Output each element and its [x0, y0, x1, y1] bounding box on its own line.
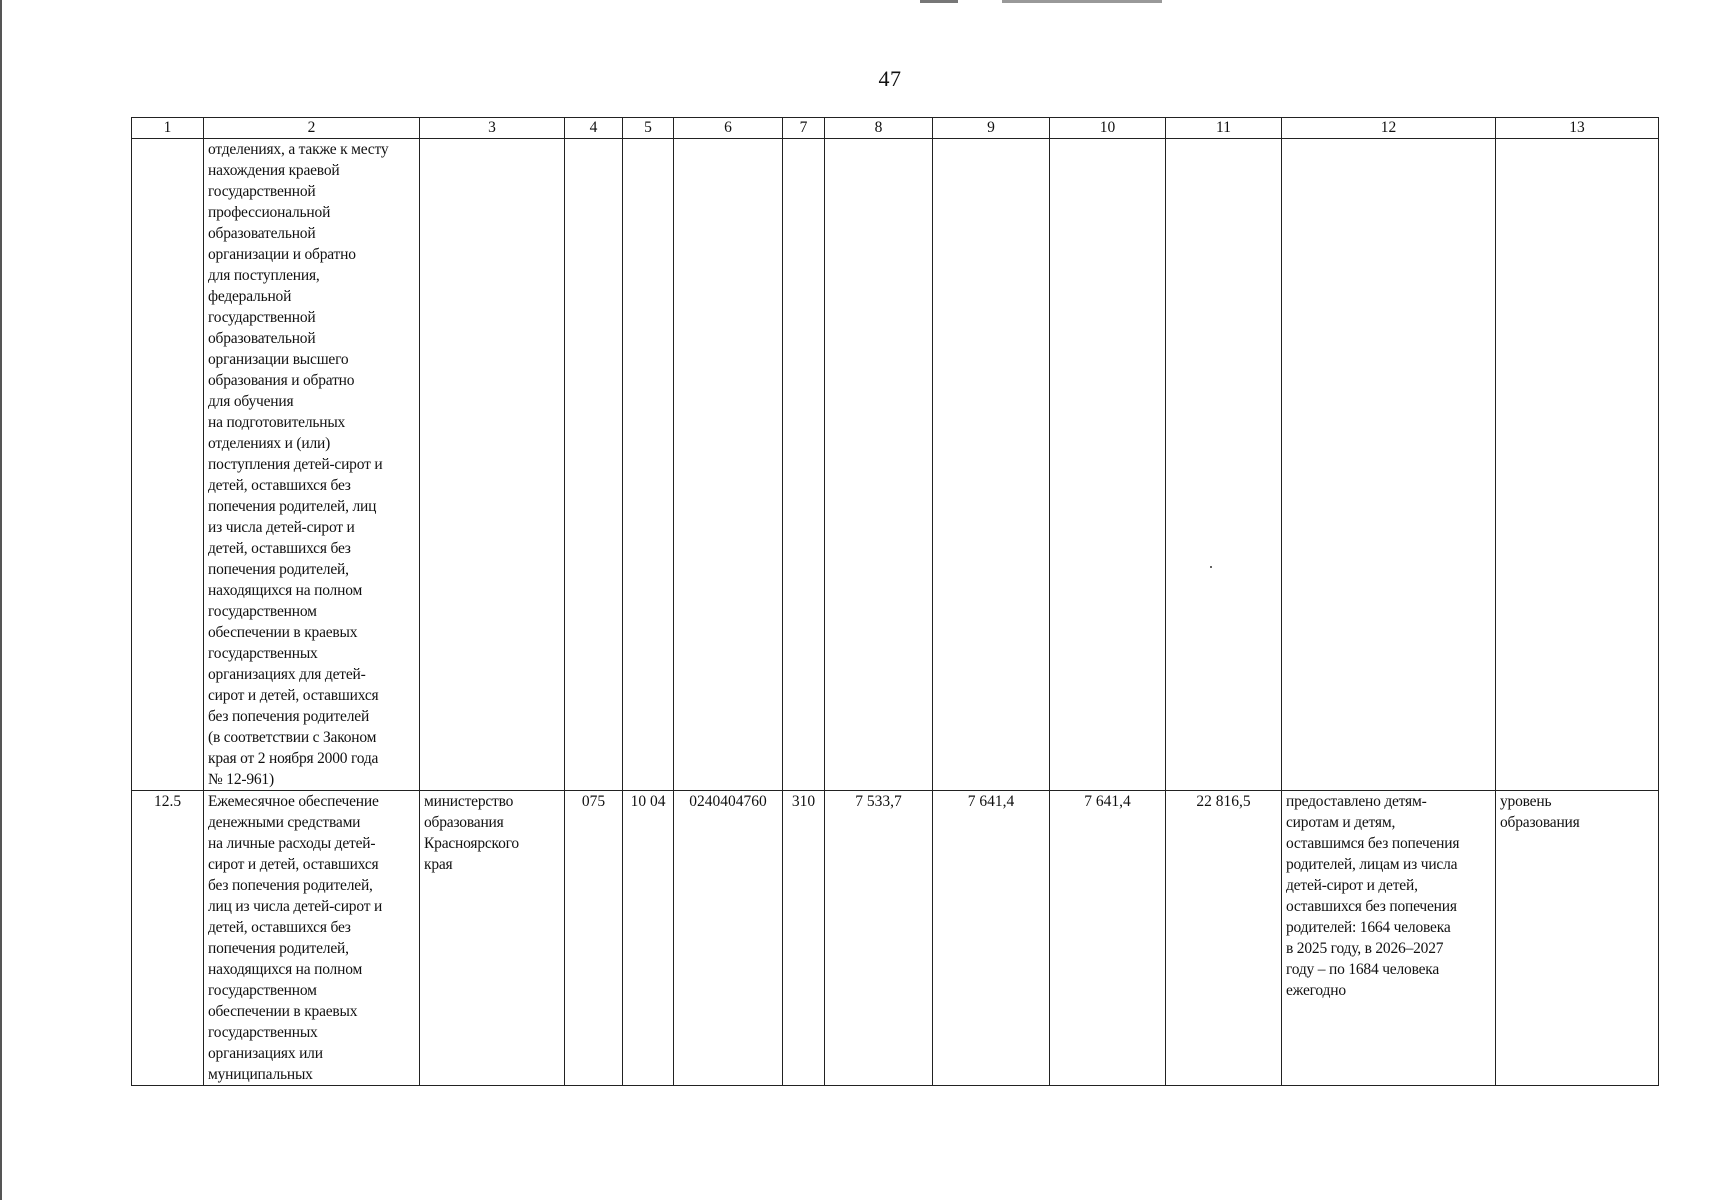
table-row	[132, 791, 1659, 1086]
column-header: 4	[565, 118, 623, 139]
amount-2027	[1050, 139, 1166, 791]
column-header: 8	[825, 118, 933, 139]
executor-cell	[420, 139, 565, 791]
column-header: 7	[783, 118, 825, 139]
column-header: 10	[1050, 118, 1166, 139]
csr-cell	[674, 139, 783, 791]
rzpr-cell	[623, 139, 674, 791]
column-header: 13	[1496, 118, 1659, 139]
executor-cell: министерство образования Красноярского края	[420, 791, 565, 1086]
budget-level: уровень образования	[1496, 791, 1659, 1086]
amount-2025	[825, 139, 933, 791]
vr-cell: 310	[783, 791, 825, 1086]
vr-cell	[783, 139, 825, 791]
grbs-cell	[565, 139, 623, 791]
row-number	[132, 139, 204, 791]
measure-description: Ежемесячное обеспечение денежными средствами на личные расходы детей- сирот и детей, оставшихся без попечения родителей, лиц из числа детей-сирот и детей, оставшихся без попечения родителей, находящихся на полном государственном обеспечении в краевых государственных организациях или муниципальных	[204, 791, 420, 1086]
column-header: 2	[204, 118, 420, 139]
column-header: 3	[420, 118, 565, 139]
column-number-row	[132, 118, 1659, 139]
measure-description: отделениях, а также к месту нахождения краевой государственной профессиональной образовательной организации и обратно для поступления, федеральной государственной образовательной организации высшего образования и обратно для обучения на подготовительных отделениях и (или) поступления детей-сирот и детей, оставшихся без попечения родителей, лиц из числа детей-сирот и детей, оставшихся без попечения родителей, находящихся на полном государственном обеспечении в краевых государственных организациях для детей- сирот и детей, оставшихся без попечения родителей (в соответствии с Законом края от 2 ноября 2000 года № 12-961)	[204, 139, 420, 791]
budget-level	[1496, 139, 1659, 791]
column-header: 11	[1166, 118, 1282, 139]
amount-2025: 7 533,7	[825, 791, 933, 1086]
column-header: 1	[132, 118, 204, 139]
row-number: 12.5	[132, 791, 204, 1086]
budget-table	[131, 117, 1659, 1086]
amount-2026: 7 641,4	[933, 791, 1050, 1086]
rzpr-cell: 10 04	[623, 791, 674, 1086]
expected-result: предоставлено детям- сиротам и детям, оставшимся без попечения родителей, лицам из числа детей-сирот и детей, оставшихся без попечения родителей: 1664 человека в 2025 году, в 2026–2027 году – по 1684 человека ежегодно	[1282, 791, 1496, 1086]
scan-left-edge	[0, 0, 2, 1200]
grbs-cell: 075	[565, 791, 623, 1086]
page-number: 47	[878, 66, 902, 91]
amount-2027: 7 641,4	[1050, 791, 1166, 1086]
column-header: 5	[623, 118, 674, 139]
amount-total	[1166, 139, 1282, 791]
table-row	[132, 139, 1659, 791]
amount-2026	[933, 139, 1050, 791]
expected-result	[1282, 139, 1496, 791]
csr-cell: 0240404760	[674, 791, 783, 1086]
column-header: 12	[1282, 118, 1496, 139]
column-header: 6	[674, 118, 783, 139]
amount-total: 22 816,5	[1166, 791, 1282, 1086]
column-header: 9	[933, 118, 1050, 139]
scan-artifact	[1002, 0, 1162, 3]
scan-artifact	[920, 0, 958, 3]
